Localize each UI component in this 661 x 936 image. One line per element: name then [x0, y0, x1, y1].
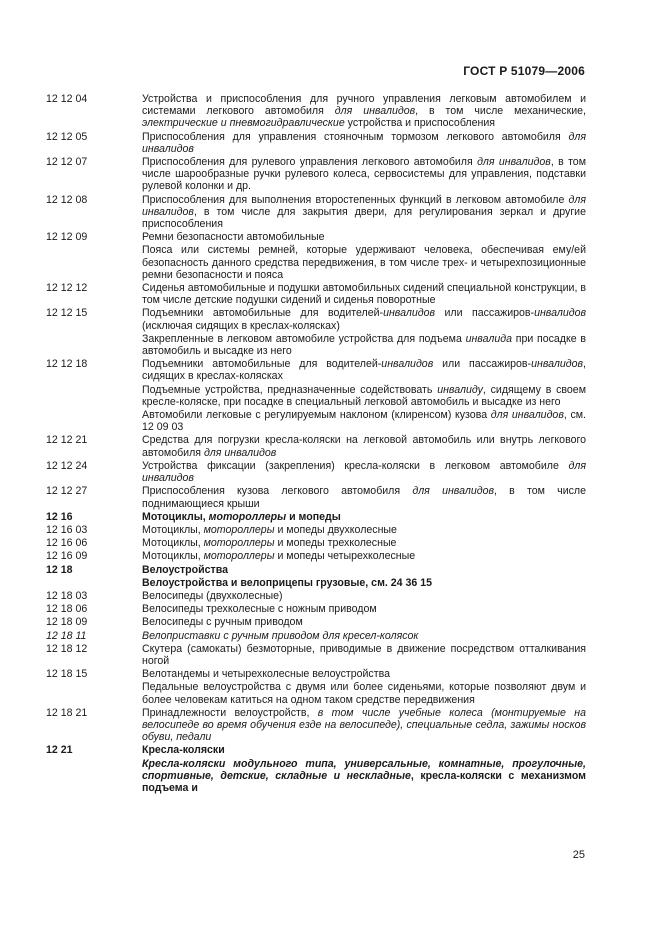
entry-text	[142, 194, 586, 231]
text-segment: и мопеды трехколесные	[274, 537, 397, 550]
entry-paragraph	[142, 577, 586, 589]
text-segment: Пояса или системы ремней, которые удерживают человека, обеспечивая ему/ей безопасность данного средства передвижения, в том числе трех- и четырехпозиционные ремни безопасности и пояса	[142, 244, 586, 281]
entry-code: 12 16 06	[46, 537, 88, 550]
entry-row	[46, 131, 586, 155]
page-number: 25	[572, 849, 585, 861]
entry-code: 12 18 11	[46, 629, 87, 642]
text-segment: при посадке в автомобиль и высадке из него	[142, 332, 586, 358]
text-segment: инвалидов	[531, 358, 584, 371]
text-segment: и мопеды	[286, 510, 341, 523]
text-segment: для инвалидов	[412, 485, 494, 498]
entry-text	[142, 707, 586, 744]
entry-code: 12 12 07	[46, 156, 88, 169]
entry-text	[142, 643, 586, 667]
entry-row	[46, 282, 586, 306]
entry-row	[46, 668, 586, 706]
entry-code: 12 18 21	[46, 706, 88, 719]
entry-row	[46, 460, 586, 484]
text-segment: Устройства и приспособления для ручного управления легковым автомобилем и системами легкового автомобиля	[142, 93, 586, 118]
entry-paragraph	[142, 231, 586, 243]
entry-text	[142, 511, 586, 523]
text-segment: инвалидов	[381, 358, 434, 371]
entry-paragraph	[142, 156, 586, 193]
entry-row	[46, 643, 586, 667]
entry-paragraph	[142, 93, 586, 130]
text-segment: Мотоциклы,	[142, 523, 204, 536]
section-heading-row	[46, 744, 586, 794]
text-segment: Педальные велоустройства с двумя или более сиденьями, которые позволяют двум и более человекам катиться на одном таком средстве передвижения	[142, 681, 586, 706]
entry-code: 12 18 03	[46, 589, 88, 602]
text-segment: для инвалидов	[203, 446, 277, 459]
entry-text	[142, 603, 586, 615]
entry-row	[46, 156, 586, 193]
entry-paragraph	[142, 358, 586, 382]
entry-paragraph	[142, 511, 586, 523]
entry-code: 12 12 21	[46, 434, 88, 447]
entry-text	[142, 307, 586, 357]
text-segment: Автомобили легковые с регулируемым наклоном (клиренсом) кузова	[142, 409, 491, 422]
entry-text	[142, 460, 586, 484]
text-segment: Принадлежности велоустройств,	[142, 706, 318, 719]
entry-paragraph	[142, 744, 586, 756]
text-segment: Подъемные устройства, предназначенные содействовать	[142, 383, 438, 396]
text-segment: , в том числе поднимающиеся крыши	[142, 485, 586, 510]
entry-text	[142, 616, 586, 628]
text-segment: Средства для погрузки кресла-коляски на легковой автомобиль или внутрь легкового автомобиля	[142, 434, 586, 459]
text-segment: Велотандемы и четырехколесные велоустройства	[142, 668, 390, 681]
text-segment: Устройства фиксации (закрепления) кресла-коляски в легковом автомобиле	[142, 459, 569, 472]
entry-code: 12 12 08	[46, 193, 88, 206]
entry-text	[142, 590, 586, 602]
text-segment: инвалидов	[383, 307, 436, 320]
entry-paragraph	[142, 434, 586, 458]
entry-code: 12 12 05	[46, 130, 88, 143]
entry-paragraph	[142, 537, 586, 549]
text-segment: , сидящих в креслах-колясках	[142, 358, 586, 383]
document-header: ГОСТ Р 51079—2006	[463, 64, 585, 78]
entry-paragraph	[142, 758, 586, 795]
entry-row	[46, 707, 586, 744]
entry-paragraph	[142, 244, 586, 281]
entry-paragraph	[142, 409, 586, 433]
text-segment: Кресла-коляски	[142, 744, 225, 757]
text-segment: для инвалидов	[142, 459, 586, 485]
entry-paragraph	[142, 307, 586, 331]
entry-code: 12 16 03	[46, 523, 88, 536]
entry-text	[142, 668, 586, 706]
entry-row	[46, 194, 586, 231]
entry-row	[46, 550, 586, 562]
entry-paragraph	[142, 524, 586, 536]
text-segment: , кресла-коляски с механизмом подъема и	[142, 769, 586, 794]
entry-row	[46, 485, 586, 509]
text-segment: Подъемники автомобильные для водителей-	[142, 307, 384, 320]
entry-code: 12 12 15	[46, 307, 88, 320]
text-segment: Кресла-коляски модульного типа, универсальные, комнатные, прогулочные, спортивные, детские, складные и нескладные	[142, 757, 586, 782]
text-segment: для инвалидов	[477, 156, 551, 169]
text-segment: Велоприставки с ручным приводом для кресел-колясок	[142, 629, 419, 642]
text-segment: электрические и пневмогидравлические	[142, 117, 345, 130]
entry-row	[46, 524, 586, 536]
entry-code: 12 18	[46, 563, 73, 576]
entry-code: 12 12 12	[46, 282, 88, 295]
text-segment: (исключая сидящих в креслах-колясках)	[142, 319, 340, 332]
text-segment: устройства и приспособления	[344, 117, 495, 130]
text-segment: Приспособления кузова легкового автомобиля	[142, 485, 413, 498]
text-segment: в том числе учебные колеса (монтируемые на велосипеде во время обучения езде на велосипеде), специальные седла, зажимы носков обуви, педали	[142, 706, 587, 744]
entry-paragraph	[142, 485, 586, 509]
entry-list	[46, 93, 586, 794]
entry-row	[46, 616, 586, 628]
text-segment: Скутера (самокаты) безмоторные, приводимые в движение посредством отталкивания ногой	[142, 642, 586, 667]
text-segment: Велоустройства	[142, 563, 228, 576]
text-segment: Мотоциклы,	[142, 550, 204, 563]
entry-row	[46, 434, 586, 458]
text-segment: Приспособления для выполнения второстепенных функций в легковом автомобиле	[142, 193, 569, 206]
text-segment: , в том числе шарообразные ручки рулевого колеса, сервосистемы для управления, подставки рулевой колонки и др.	[142, 156, 586, 193]
entry-row	[46, 603, 586, 615]
entry-text	[142, 485, 586, 509]
entry-text	[142, 434, 586, 458]
entry-code: 12 16 09	[46, 550, 88, 563]
entry-row	[46, 537, 586, 549]
entry-text	[142, 358, 586, 433]
entry-text	[142, 550, 586, 562]
entry-paragraph	[142, 564, 586, 576]
entry-row	[46, 590, 586, 602]
text-segment: , в том числе механические,	[415, 105, 586, 118]
section-heading-row	[46, 511, 586, 523]
entry-text	[142, 564, 586, 589]
entry-code: 12 18 12	[46, 642, 88, 655]
entry-row	[46, 358, 586, 433]
entry-code: 12 12 27	[46, 485, 88, 498]
entry-text	[142, 131, 586, 155]
text-segment: Мотоциклы,	[142, 510, 209, 523]
entry-paragraph	[142, 681, 586, 705]
entry-paragraph	[142, 590, 586, 602]
text-segment: или пассажиров-	[435, 307, 535, 320]
text-segment: Подъемники автомобильные для водителей-	[142, 358, 382, 371]
entry-paragraph	[142, 630, 586, 642]
text-segment: , сидящему в своем кресле-коляске, при посадке в специальный легковой автомобиль и высадке из него	[142, 383, 586, 408]
text-segment: Велосипеды с ручным приводом	[142, 616, 303, 629]
text-segment: и мопеды двухколесные	[274, 523, 397, 536]
entry-paragraph	[142, 282, 586, 306]
entry-row	[46, 231, 586, 281]
entry-code: 12 12 04	[46, 93, 88, 105]
text-segment: инвалидов	[534, 307, 586, 320]
entry-text	[142, 524, 586, 536]
text-segment: Велоустройства и велоприцепы грузовые, см. 24 36 15	[142, 576, 433, 589]
text-segment: Приспособления для управления стояночным тормозом легкового автомобиля	[142, 130, 569, 143]
entry-paragraph	[142, 616, 586, 628]
entry-paragraph	[142, 603, 586, 615]
text-segment: для инвалидов	[490, 409, 564, 422]
text-segment: и мопеды четырехколесные	[274, 550, 416, 563]
entry-paragraph	[142, 643, 586, 667]
entry-text	[142, 744, 586, 794]
entry-code: 12 16	[46, 510, 73, 523]
entry-row	[46, 630, 586, 642]
entry-code: 12 12 18	[46, 358, 88, 371]
entry-text	[142, 537, 586, 549]
entry-code: 12 18 09	[46, 616, 88, 629]
entry-code: 12 18 06	[46, 603, 88, 616]
entry-code: 12 12 24	[46, 459, 88, 472]
text-segment: Сиденья автомобильные и подушки автомобильных сидений специальной конструкции, в том числе детские подушки сидений и сиденья поворотные	[142, 282, 586, 307]
entry-code: 12 18 15	[46, 668, 88, 681]
text-segment: Велосипеды (двухколесные)	[142, 589, 283, 602]
entry-text	[142, 231, 586, 281]
text-segment: мотороллеры	[203, 537, 275, 550]
entry-row	[46, 307, 586, 357]
entry-text	[142, 93, 586, 130]
text-segment: Закрепленные в легковом автомобиле устройства для подъема	[142, 332, 466, 345]
entry-paragraph	[142, 131, 586, 155]
entry-code: 12 12 09	[46, 231, 88, 244]
text-segment: для инвалидов	[334, 105, 416, 118]
text-segment: или пассажиров-	[433, 358, 532, 371]
entry-paragraph	[142, 194, 586, 231]
text-segment: , см. 12 09 03	[142, 409, 586, 434]
text-segment: инвалиду	[437, 383, 483, 396]
entry-paragraph	[142, 460, 586, 484]
entry-text	[142, 282, 586, 306]
text-segment: Ремни безопасности автомобильные	[142, 231, 325, 244]
entry-text	[142, 156, 586, 193]
entry-paragraph	[142, 333, 586, 357]
text-segment: Мотоциклы,	[142, 537, 204, 550]
text-segment: , в том числе для закрытия двери, для регулирования зеркал и другие приспособления	[142, 205, 586, 231]
text-segment: Велосипеды трехколесные с ножным приводом	[142, 603, 377, 616]
text-segment: для инвалидов	[142, 193, 586, 218]
entry-paragraph	[142, 384, 586, 408]
text-segment: мотороллеры	[203, 550, 275, 563]
text-segment: для инвалидов	[142, 130, 586, 155]
entry-paragraph	[142, 668, 586, 680]
text-segment: мотороллеры	[203, 523, 275, 536]
entry-paragraph	[142, 707, 586, 744]
text-segment: инвалида	[465, 332, 512, 345]
entry-row	[46, 93, 586, 130]
entry-code: 12 21	[46, 744, 73, 757]
entry-paragraph	[142, 550, 586, 562]
section-heading-row	[46, 564, 586, 589]
entry-text	[142, 630, 586, 642]
text-segment: Приспособления для рулевого управления легкового автомобиля	[142, 156, 478, 169]
text-segment: мотороллеры	[208, 510, 287, 523]
